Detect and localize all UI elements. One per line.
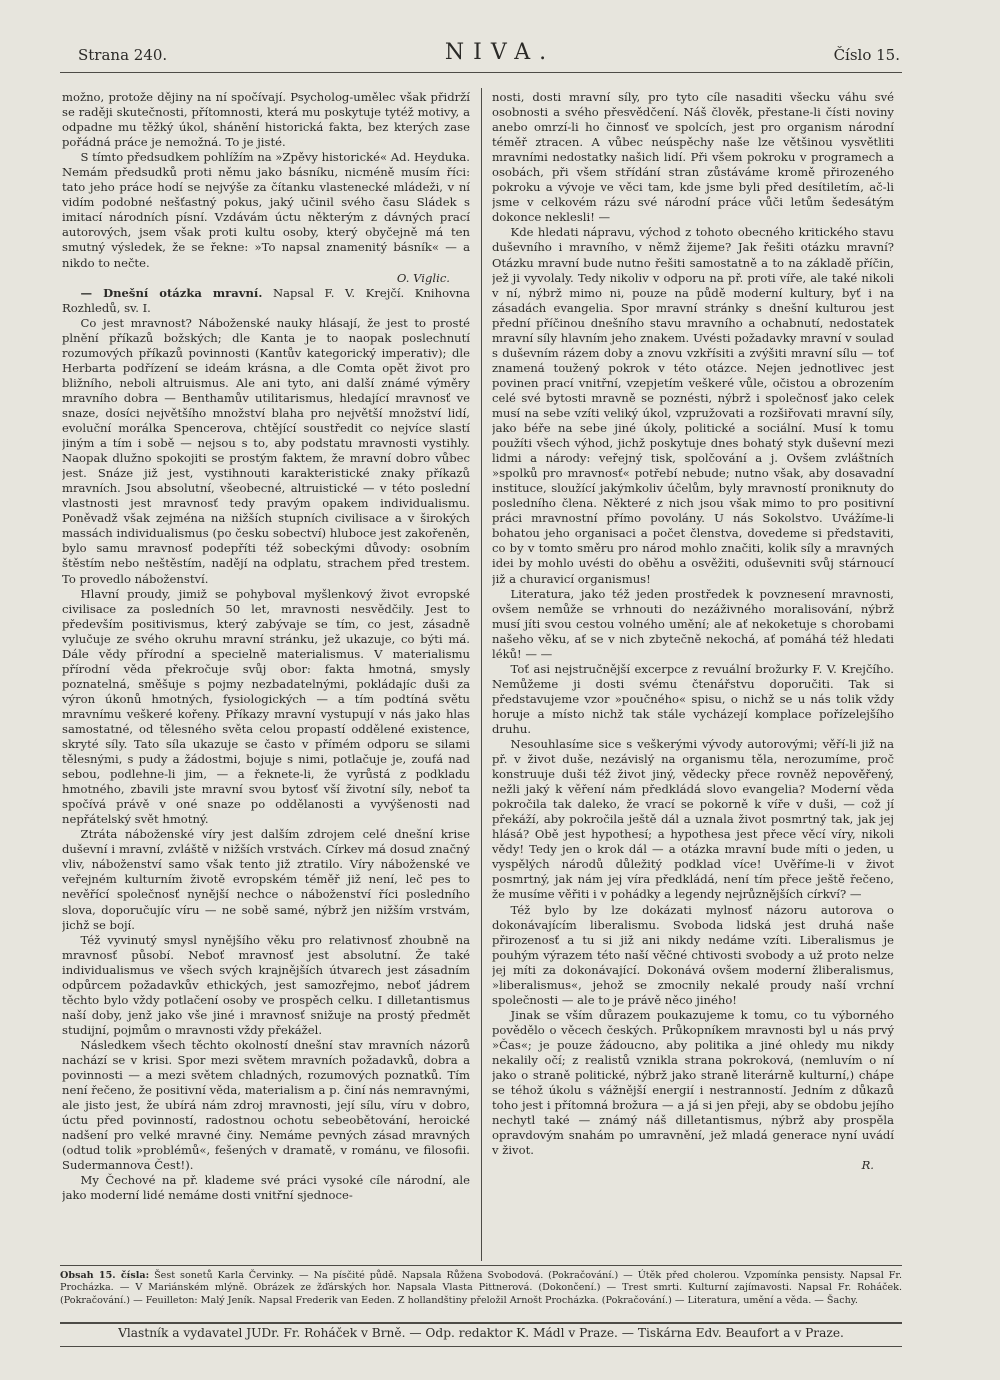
paragraph: Kde hledati nápravu, východ z tohoto obecného kritického stavu duševního i mravního, v němž žijeme? Jak řešiti otázku mravní? Otázku mravní bude nutno řešiti samostatně a to na základě příčin, jež ji vyvolaly. Tedy nikoliv v odporu na př. proti víře, ale také nikoli v ní, nýbrž mimo ni, pouze na půdě moderní kultury, byť i na zásadách evangelia. Spor mravní stránky s dnešní kulturou jest přední příčinou dnešního stavu mravního a ochabnutí, nedostatek mravní síly hlavním jeho znakem. Uvésti požadavky mravní v soulad s duševním rázem doby a znovu vzkřísiti a zvýšiti mravní sílu — toť znamená toužený pokrok v této otázce. Nejen jednotlivec jest povinen prací vnitřní, vzepjetím veškeré vůle, očistou a obrozením celé své bytosti mravně se poznésti, nýbrž i společnosť jako celek musí na sebe vzíti veliký úkol, vzpružovati a rozšiřovati mravní síly, jako béře na sebe jiné úkoly, politické a sociální. Musí k tomu použíti všech výhod, jichž poskytuje dnes bohatý styk duševní mezi lidmi a národy: veřejný tisk, spolčování a j. Ovšem zvláštních »spolků pro mravnosť« potřebí nebude; nutno však, aby dosavadní instituce, sloužící jakýmkoliv účelům, byly mravností proniknuty do posledního člena. Některé z nich jsou však mimo to pro positivní práci mravnostní přímo povolány. U nás Sokolstvo. Uvážíme-li bohatou jeho organisaci a počet členstva, dovedeme si představiti, co by v tomto směru pro národ mohlo značiti, kolik síly a mravných idei by mohlo uvésti do oběhu a osvěžiti, oduševniti svůj stárnoucí již a churavicí organismus! — [492, 225, 894, 586]
paragraph: Ztráta náboženské víry jest dalším zdrojem celé dnešní krise duševní i mravní, zvláště v nižších vrstvách. Církev má dosud značný vliv, náboženství samo však tento již ztratilo. Víry náboženské ve veřejném kulturním životě evropském téměř již není, leč pes to nevěřící společnosť nynější nechce o náboženství říci posledního slova, doporučujíc víru — ne sobě samé, nýbrž jen nižším vrstvám, jichž se bojí. — [62, 827, 470, 932]
masthead-title: NIVA. — [444, 40, 556, 65]
contents-rule — [60, 1265, 902, 1266]
paragraph: Též bylo by lze dokázati mylnosť názoru autorova o dokonávajícím liberalismu. Svoboda lidská jest druhá naše přirozenosť a tu si již ani nikdy nedáme vzíti. Liberalismus je pouhým výrazem této naší věčné chtivosti svobody a už proto nelze jej míti za dokonávající. Dokonává ovšem moderní žliberalismus, »liberalismus«, jehož se zmocnily nekalé proudy naší vrchní společnosti — ale to je právě něco jiného! — [492, 902, 894, 1007]
paragraph: nosti, dosti mravní síly, pro tyto cíle nasaditi všecku váhu své osobnosti a svého přesvědčení. Náš člověk, přestane-li čísti noviny anebo omrzí-li ho činnosť ve spolcích, jest pro organism národní téměř ztracen. A vůbec neúspěchy naše lze většinou vysvětliti mravními nedostatky našich lidí. Při všem pokroku v programech a osobách, při všem střídání stran zůstáváme kromě přirozeného pokroku a vývoje ve věci tam, kde jsme byli před desítiletím, ač-li jsme v celkovém rázu své národní práce vůči letům šedesátým dokonce neklesli! — — [492, 90, 894, 225]
paragraph: možno, protože dějiny na ní spočívají. Psycholog-umělec však přidrží se raději skutečnosti, přítomnosti, která mu poskytuje tytéž motivy, a odpadne mu těžký úkol, shánění historická fakta, bez kterých zase pořádná práce je nemožná. To je jisté. — [62, 90, 470, 150]
column-divider — [481, 88, 482, 1261]
left-column — [62, 90, 470, 1262]
article-heading-line — [62, 286, 470, 316]
footer-rule-bottom — [60, 1346, 902, 1347]
paragraph: My Čechové na př. klademe své práci vysoké cíle národní, ale jako moderní lidé nemáme dosti vnitřní sjednoce- — [62, 1173, 470, 1203]
paragraph: Jinak se vším důrazem poukazujeme k tomu, co tu výborného povědělo o věcech českých. Průkopníkem mravnosti byl u nás prvý »Čas«; je pouze žádoucno, aby politika a jiné ohledy mu nikdy nekalily očí; z realistů vznikla strana pokroková, (nemluvím o ní jako o straně politické, nýbrž jako straně literárně kulturní,) chápe se téhož úkolu s vážnější energií i nestranností. Jedním z důkazů toho jest i přítomná brožura — a já si jen přeji, aby se obdobu jejího nechytl také — známý náš dilletantismus, nýbrž aby prospěla opravdovým snahám po umravnění, jež mladá generace nyní uvádí v život. — [492, 1007, 894, 1158]
paragraph: Též vyvinutý smysl nynějšího věku pro relativnosť zhoubně na mravnosť působí. Neboť mravnosť jest absolutní. Že také individualismus ve všech svých krajnějších útvarech jest zásadním odpůrcem požadavkův ethických, jest samozřejmo, neboť jádrem těchto bylo vždy potlačení osoby ve prospěch celku. I dilletantismus naší doby, jenž jako vše jiné i mravnosť snižuje na prostý předmět studijní, pojmům o mravnosti vždy překážel. — [62, 932, 470, 1037]
author-signature: R. — [861, 1158, 874, 1173]
article-heading: — Dnešní otázka mravní. — [80, 285, 263, 300]
article-byline: Napsal F. V. Krejčí. Knihovna Rozhledů, sv. I. — [62, 285, 470, 315]
paragraph: Toť asi nejstručnější excerpce z revuální brožurky F. V. Krejčího. Nemůžeme ji dosti svému čtenářstvu doporučiti. Tak si představujeme vzor »poučného« spisu, o nichž se u nás tolik vždy horuje a místo nichž tak stále vycházejí komplace pořízelejšího druhu. — [492, 661, 894, 736]
paragraph: Co jest mravnost? Náboženské nauky hlásají, že jest to prosté plnění příkazů božských; dle Kanta je to naopak poslechnutí rozumových příkazů povinnosti (Kantův kategorický imperativ); dle Herbarta podřízení se ideám krásna, a dle Comta opět život pro bližního, neboli altruismus. Ale ani tyto, ani další známé výměry mravního dobra — Benthamův utilitarismus, hledající mravnosť ve snaze, dosíci největšího množství blaha pro největší množství lidí, evoluční morálka Spencerova, chtějící soustředit co nejvíce slastí jiným a tím i sobě — nejsou s to, aby podstatu mravnosti vystihly. Naopak dlužno spokojiti se prostým faktem, že mravní dobro vůbec jest. Snáze již jest, vystihnouti karakteristické znaky příkazů mravních. Jsou absolutní, všeobecné, altruistické — v této poslední vlastnosti jest mravnosť tedy pravým opakem individualismu. Poněvadž však zejména na nižších stupních civilisace a v širokých massách individualismus (po česku sobectví) hluboce jest zakořeněn, bylo samu mravnosť podepříti též sobeckými důvody: osobním štěstím nebo neštěstím, nadějí na odplatu, strachem před trestem. To provedlo náboženství. — [62, 315, 470, 586]
right-column — [492, 90, 894, 1262]
publisher-imprint: Vlastník a vydavatel JUDr. Fr. Roháček v Brně. — Odp. redaktor K. Mádl v Praze. — Tiskárna Edv. Beaufort a v Praze. — [118, 1326, 844, 1340]
paragraph: Nesouhlasíme sice s veškerými vývody autorovými; věří-li již na př. v život duše, nezávislý na organismu těla, nerozumíme, proč konstruuje duši též život jiný, vědecky přece rovněž nepověřený, nežli jaký k věření nám předkládá slovo evangelia? Moderní věda pokročila tak daleko, že vrací se pokorně k víře v duši, — což jí překáží, aby pokročila ještě dál a uznala život posmrtný tak, jak jej hlásá? Obě jest hypothesí; a hypothesa jest přece věcí víry, nikoli vědy! Tedy jen o krok dál — a otázka mravní bude míti o jeden, u vyspělých národů důležitý podklad více! Uvěříme-li v život posmrtný, jak nám jej víra předkládá, není tím přece ještě řečeno, že musíme věřiti i v pohádky a legendy nejrůznějších církví? — — [492, 737, 894, 902]
issue-number: Číslo 15. — [833, 46, 900, 64]
issue-contents — [60, 1270, 902, 1307]
author-signature: O. Viglic. — [396, 270, 450, 285]
paragraph: Literatura, jako též jeden prostředek k povznesení mravnosti, ovšem nemůže se vrhnouti do nezáživného moralisování, nýbrž musí jíti svou cestou volného umění; ale ať nekoketuje s chorobami našeho věku, ať se v nich zbytečně nekochá, ať pomáhá též hledati léků! — — — [492, 586, 894, 661]
paragraph: Následkem všech těchto okolností dnešní stav mravních názorů nachází se v krisi. Spor mezi světem mravních požadavků, dobra a povinnosti — a mezi světem chladných, rozumových poznatků. Tím není řečeno, že positivní věda, materialism a p. činí nás nemravnými, ale jisto jest, že ubírá nám zdroj mravnosti, její sílu, víru v dobro, úctu před povinností, radostnou ochotu sebeobětování, heroické nadšení pro velké mravné činy. Nemáme pevných zásad mravných (odtud tolik »problémů«, fešených v dramatě, v románu, ve filosofii. Sudermannova Čest!). — [62, 1037, 470, 1173]
contents-text: Šest sonetů Karla Červinky. — Na písčité půdě. Napsala Růžena Svobodová. (Pokračování.) — Útěk před cholerou. Vzpomínka pensisty. Napsal Fr. Procházka. — V Mariánském mlýně. Obrázek ze žďárských hor. Napsala Vlasta Pittnerová. (Dokončení.) — Trest smrti. Kulturní zajímavosti. Napsal Fr. Roháček. (Pokračování.) — Feuilleton: Malý Jeník. Napsal Frederik van Eeden. Z hollandštiny přeložil Arnošt Procházka. (Pokračování.) — Literatura, umění a věda. — Šachy. — [60, 1270, 902, 1306]
paragraph: Hlavní proudy, jimiž se pohyboval myšlenkový život evropské civilisace za posledních 50 let, mravnosti nesvědčily. Jest to především positivismus, který zabývaje se tím, co jest, zásadně vylučuje ze svého okruhu mravní stránku, jež ukazuje, co býti má. Dále vědy přírodní a specielně materialismus. V materialismu přírodní věda překročuje svůj obor: fakta hmotná, smysly poznatelná, směšuje s pojmy nezbadatelnými, pokládajíc duši za výron úkonů hmotných, fysiologických — a tím podtíná světu mravnímu veškeré kořeny. Příkazy mravní vystupují v nás jako hlas samostatné, od tělesného světa celou propastí oddělené existence, skryté síly. Tato síla ukazuje se často v přímém odporu se silami tělesnými, s pudy a žádostmi, bojuje s nimi, potlačuje je, zoufá nad sebou, podlehne-li jim, — a řeknete-li, že vyrůstá z podkladu hmotného, zbavili jste mravní svou bytosť vší životní síly, neboť ta spočívá právě v oné snaze po oddělanosti a vyvýšenosti nad nepřátelský svět hmotný. — [62, 586, 470, 827]
footer-rule-top — [60, 1322, 902, 1324]
page-number: Strana 240. — [78, 46, 168, 64]
paragraph: S tímto předsudkem pohlížím na »Zpěvy historické« Ad. Heyduka. Nemám předsudků proti němu jako básníku, nicméně musím říci: tato jeho práce hodí se nejvýše za čítanku vlastenecké mládeži, v ní vidím podobné nešťastný pokus, jaký učinil svého času Sládek s imitací národních písní. Vzdávám úctu některým z dávných prací autorových, jsem však proti kultu osoby, který obyčejně má ten smutný výsledek, že se řekne: »To napsal znamenitý básník« — a nikdo to nečte. — [62, 150, 470, 270]
header-rule — [60, 72, 902, 73]
contents-label: Obsah 15. čísla: — [60, 1270, 150, 1281]
